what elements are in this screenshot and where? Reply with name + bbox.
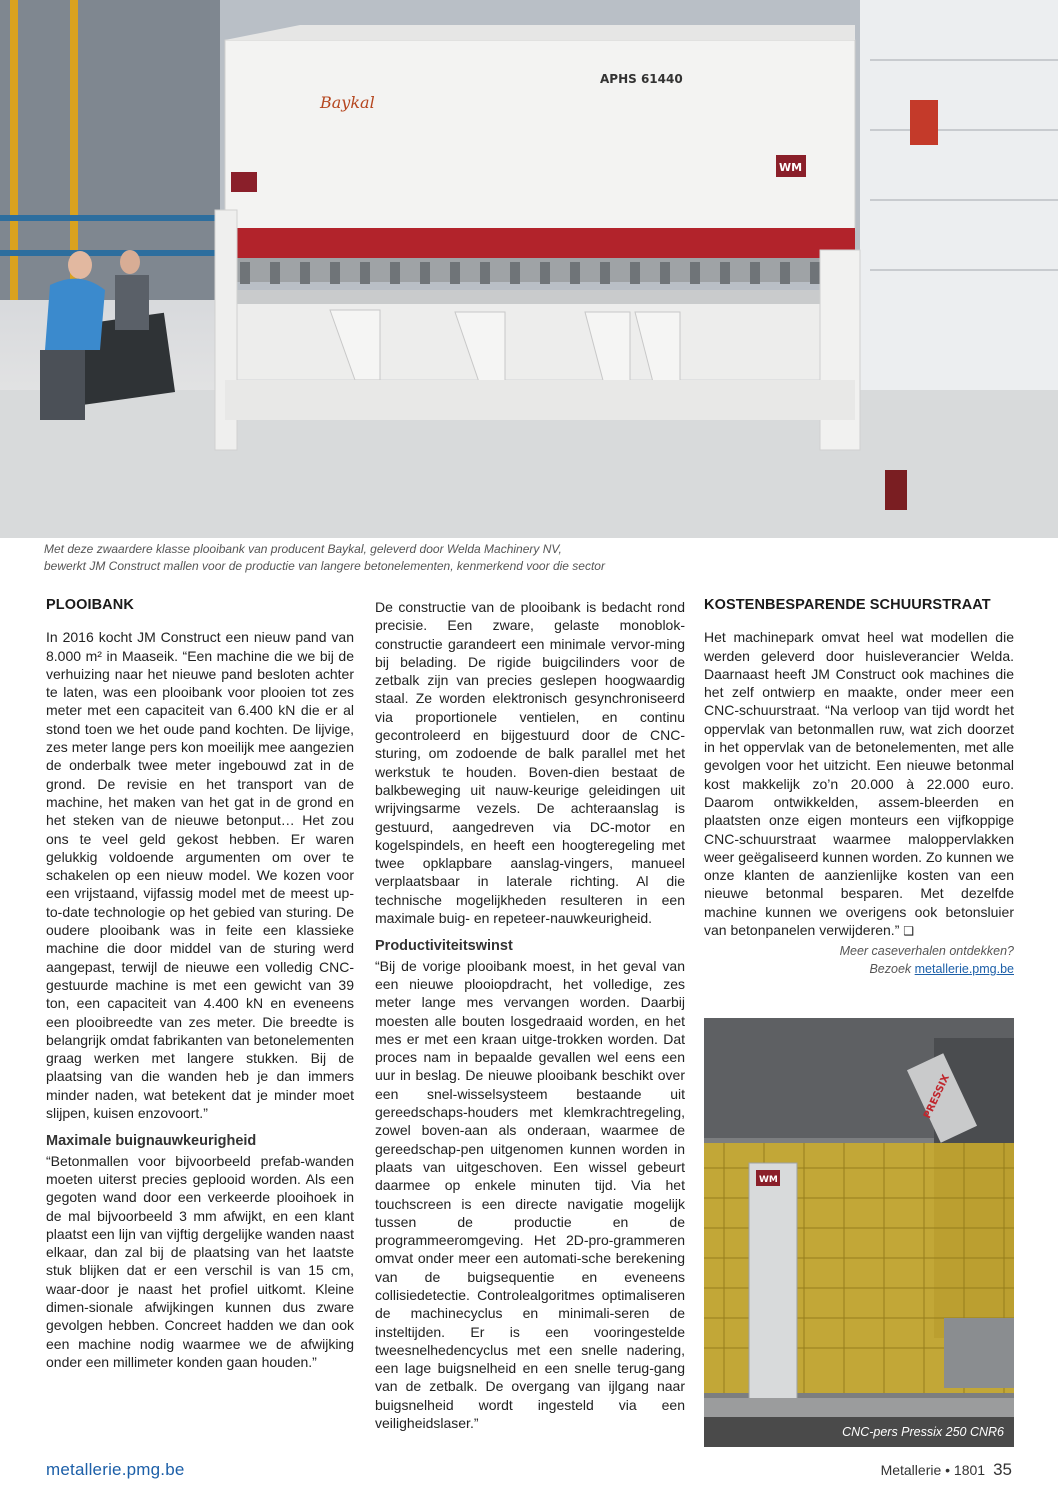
- paragraph: “Betonmallen voor bijvoorbeeld prefab-wanden moeten uiterst precies geplooid worden. Als een gegoten wand door een verkeerde plooihoek in de mal bijvoorbeeld 3 mm afwijkt, en een klant plaatst een lijn van vijftig dergelijke wanden naast elkaar, dan zal bij de plaatsing van het laatste stuk blijken dat er een verschil is van 15 cm, waar-door je naast het profiel uitkomt. Kleine dimen-sionale afwijkingen kunnen dus zware gevolgen hebben. Concreet hadden we dan ook een machine nodig waarmee we de afwijking onder een millimeter konden gaan houden.”: [46, 1152, 354, 1370]
- cnc-press-illustration: [704, 1018, 1014, 1447]
- metallerie-link[interactable]: metallerie.pmg.be: [914, 962, 1014, 977]
- column-1: [46, 596, 354, 1371]
- person-2: [115, 275, 149, 330]
- photo-cnc-press: [704, 1018, 1014, 1447]
- welda-logo-left: [231, 172, 257, 192]
- pressix-brand: PRESSIX: [922, 1072, 952, 1121]
- footer-site[interactable]: metallerie.pmg.be: [46, 1460, 185, 1479]
- more-cases-note: Meer caseverhalen ontdekken? Bezoek metallerie.pmg.be: [839, 944, 1014, 977]
- subheading-buignauwkeurigheid: Maximale buignauwkeurigheid: [46, 1133, 257, 1150]
- paragraph: In 2016 kocht JM Construct een nieuw pand van 8.000 m² in Maaseik. “Een machine die we bij de verhuizing naar het nieuwe pand besloten achter te laten, was een plooibank voor plooien tot zes meter met een capaciteit van 6.400 kN die er al stond toen we het oude pand kochten. De lijvige, zes meter lange pers kon moeilijk mee aangezien de onderbalk twee meter ingebouwd zat in de grond. De revisie en het transport van de machine, het maken van het gat in de grond en het steken van de nieuwe betonput… Het zou ons te veel geld gekost hebben. Er waren gelukkig voldoende argumenten om over te schakelen op een nieuw model. We kozen voor een vrijstaand, vijfassig model met de meest up-to-date technologie op het gebied van sturing. De oudere plooibank was in feite een klassieke machine die door middel van de sturing werd aangepast, terwijl de nieuwe een volledig CNC-gestuurde machine is met een gewicht van 39 ton, een capaciteit van 4.400 kN en eveneens een plooibreedte van zes meter. Die breedte is belangrijk omdat fabrikanten van betonelementen graag werken met langere stukken. Bij de plaatsing van die wanden heb je dan immers minder naden, wat betekent dat je minder moet slijpen, kuisen enzovoort.”: [46, 629, 354, 1122]
- foot-pedal: [885, 470, 907, 510]
- column-2: [375, 598, 685, 1432]
- svg-text:WM: WM: [759, 1175, 778, 1185]
- svg-text:WM: WM: [779, 161, 803, 174]
- press-brake-illustration: [0, 0, 1058, 538]
- machine-model-label: APHS 61440: [600, 72, 683, 86]
- hero-photo-press-brake: [0, 0, 1058, 538]
- person-2-head: [120, 250, 140, 274]
- section-heading-schuurstraat: KOSTENBESPARENDE SCHUURSTRAAT: [704, 597, 991, 613]
- control-cabinet: [749, 1163, 797, 1403]
- paragraph: De constructie van de plooibank is bedacht rond precisie. Een zware, gelaste monoblok-constructie garandeert een minimale vervor-ming bij belading. De rigide buigcilinders voor de zetbalk zijn van precies geslepen hoogwaardig staal. Ze worden elektronisch gesynchroniseerd via proportionele ventielen, en continu gecontroleerd en bijgestuurd door de CNC-sturing, om zodoende de balk parallel met het werkstuk te houden. Boven-dien bestaat de balkbeweging uit nauw-keurige geleidingen uit wrijvingsarme vezels. De achteraanslag is gestuurd, aangedreven via DC-motor en kogelspindels, en heeft een hoogteregeling met twee opklapbare aanslag-vingers, manueel verplaatsbaar in laterale richting. Al die technische mogelijkheden resulteren in een maximale buig- en repeteer-nauwkeurigheid.: [375, 599, 685, 927]
- end-mark-icon: ❑: [903, 924, 915, 939]
- photo-caption-cnc: CNC-pers Pressix 250 CNR6: [704, 1417, 1014, 1447]
- baykal-logo: Baykal: [320, 93, 375, 112]
- subheading-productiviteitswinst: Productiviteitswinst: [375, 938, 513, 955]
- section-heading-plooibank: PLOOIBANK: [46, 597, 134, 613]
- hero-caption: Met deze zwaardere klasse plooibank van producent Baykal, geleverd door Welda Machinery NV, bewerkt JM Construct mallen voor de productie van langere betonelementen, kenmerkend voor die sector: [44, 542, 605, 573]
- person-1: [45, 279, 105, 350]
- footer-issue: Metallerie • 1801 35: [880, 1460, 1012, 1479]
- page-number: 35: [993, 1460, 1012, 1479]
- column-3: [704, 596, 1014, 978]
- person-1-head: [68, 251, 92, 279]
- paragraph: Het machinepark omvat heel wat modellen die werden geleverd door huisleverancier Welda. Daarnaast heeft JM Construct ook machines die het zelf ontwierp en maakte, onder meer een CNC-schuurstraat. “Na verloop van tijd wordt het oppervlak van betonmallen ruw, wat zich doorzet in het oppervlak van de betonelementen, met alle gevolgen voor het uitzicht. Een nieuwe betonmal kost makkelijk zo’n 20.000 à 22.000 euro. Daarom ontwikkelden, assem-bleerden en plaatsten onze eigen monteurs een vijfkoppige CNC-schuurstraat waarmee maloppervlakken weer geëgaliseerd kunnen worden. Zo kunnen we onze klanten de aanzienlijke kosten van een nieuwe betonmal besparen. Met dezelfde machine kunnen we overigens ook betonsluier van betonpanelen verwijderen.” ❑: [704, 629, 1014, 939]
- paragraph: “Bij de vorige plooibank moest, in het geval van een nieuwe plooiopdracht, het volledige, zes meter lange mes vervangen worden. Daarbij moesten alle bouten losgedraaid worden, en het mes er met een kraan uitge-trokken worden. Dat proces nam in bepaalde gevallen wel eens een uur in beslag. De nieuwe plooibank beschikt over een snel-wisselsysteem bestaande uit gereedschaps-houders met klemkrachtregeling, zowel boven-aan als onderaan, waarmee de gereedschap-pen uitgenomen kunnen worden in plaats van uitgeschoven. Een wissel gebeurt daarmee op enkele minuten tijd. Via het touchscreen is een directe navigatie mogelijk tussen de productie en de programmeeromgeving. Het 2D-pro-grammeren omvat onder meer een automati-sche berekening van de buigsequentie en eveneens collisiedetectie. Controlealgoritmes optimaliseren de machinecyclus en minimali-seren de insteltijden. Er is een vooringestelde tweesnelhedencyclus met een snelle nadering, een lage buigsnelheid en een snelle terug-gang van de zetbalk. De overgang van ijlgang naar buigsnelheid wordt ingesteld via een veiligheidslaser.”: [375, 957, 685, 1432]
